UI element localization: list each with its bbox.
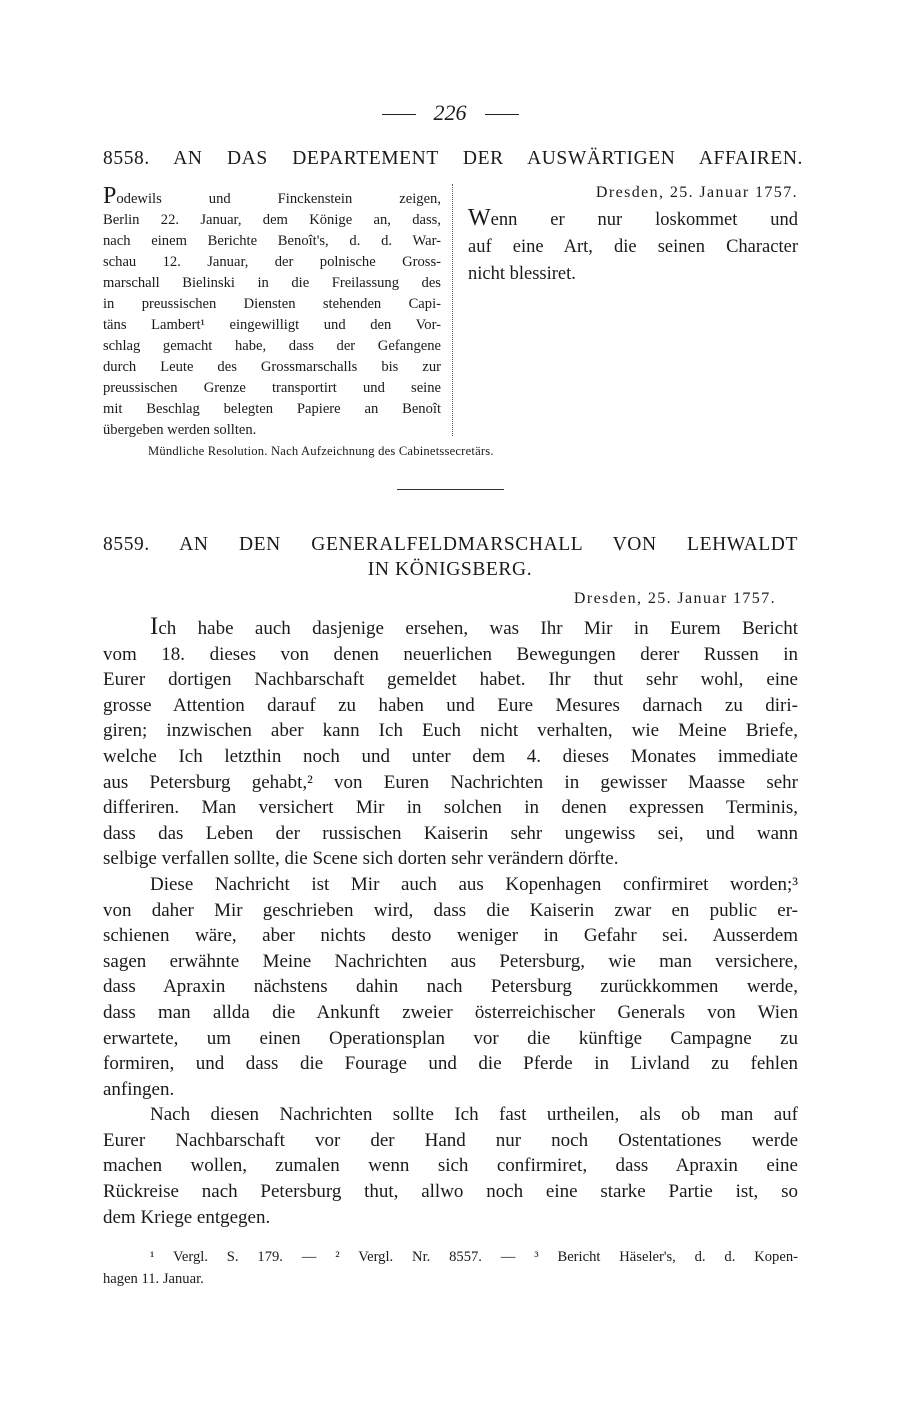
page-number [0, 100, 900, 126]
body-line: sagen erwähnte Meine Nachrichten aus Petersburg, wie man versichere, [103, 950, 798, 972]
body-line: schienen wäre, aber nichts desto weniger in Gefahr sei. Ausserdem [103, 925, 798, 947]
body-line: welche Ich letzthin noch und unter dem 4. dieses Monates immediate [103, 745, 798, 767]
summary-line: übergeben werden sollten. [103, 422, 257, 438]
page-number-dash-left [382, 114, 416, 115]
body-line: differiren. Man versichert Mir in solchen in denen expressen Terminis, [103, 797, 798, 819]
body-line: formiren, und dass die Fourage und die Pferde in Livland zu fehlen [103, 1053, 798, 1075]
body-line: Diese Nachricht ist Mir auch aus Kopenhagen confirmiret worden;³ [150, 873, 798, 895]
body-line: giren; inzwischen aber kann Ich Euch nicht verhalten, wie Meine Briefe, [103, 720, 798, 742]
response-line: Wenn er nur loskommet und [468, 205, 798, 231]
page-number-text: 226 [433, 100, 467, 125]
summary-line: Berlin 22. Januar, dem Könige an, dass, [103, 212, 441, 228]
body-line: selbige verfallen sollte, die Scene sich dorten sehr verändern dörfte. [103, 848, 619, 870]
body-initial: I [150, 613, 159, 640]
summary-line: Podewils und Finckenstein zeigen, [103, 183, 441, 209]
body-line: von daher Mir geschrieben wird, dass die Kaiserin zwar en public er- [103, 899, 798, 921]
entry-8559-heading-line1: 8559. AN DEN GENERALFELDMARSCHALL VON LEHWALDT [103, 534, 798, 555]
resolution-note: Mündliche Resolution. Nach Aufzeichnung des Cabinetssecretärs. [148, 444, 494, 458]
response-line: nicht blessiret. [468, 264, 576, 284]
summary-line: marschall Bielinski in die Freilassung des [103, 275, 441, 291]
body-line: dem Kriege entgegen. [103, 1206, 271, 1228]
body-line: Nach diesen Nachrichten sollte Ich fast urtheilen, als ob man auf [150, 1104, 798, 1126]
summary-line: schlag gemacht habe, dass der Gefangene [103, 338, 441, 354]
summary-line: nach einem Berichte Benoît's, d. d. War- [103, 233, 441, 249]
body-line: Ich habe auch dasjenige ersehen, was Ihr Mir in Eurem Bericht [150, 613, 798, 640]
entry-8559-body [103, 614, 798, 1230]
page-number-dash-right [485, 114, 519, 115]
body-line: Rückreise nach Petersburg thut, allwo noch eine starke Partie ist, so [103, 1181, 798, 1203]
entry-8558-response [468, 184, 798, 288]
body-line: anfingen. [103, 1078, 175, 1100]
entry-8558-summary [103, 184, 441, 441]
body-line: aus Petersburg gehabt,² von Euren Nachrichten in gewisser Maasse sehr [103, 771, 798, 793]
body-line: grosse Attention darauf zu haben und Eure Mesures darnach zu diri- [103, 694, 798, 716]
body-line: dass man allda die Ankunft zweier österreichischer Generals von Wien [103, 1001, 798, 1023]
entry-8559-dateline: Dresden, 25. Januar 1757. [573, 590, 776, 607]
body-line: machen wollen, zumalen wenn sich confirmiret, dass Apraxin eine [103, 1155, 798, 1177]
summary-line: mit Beschlag belegten Papiere an Benoît [103, 401, 441, 417]
column-divider [452, 184, 453, 436]
section-separator-rule [397, 489, 504, 490]
response-initial: W [468, 205, 491, 231]
body-line: Eurer dortigen Nachbarschaft gemeldet habet. Ihr thut sehr wohl, eine [103, 669, 798, 691]
entry-8558-dateline: Dresden, 25. Januar 1757. [595, 184, 798, 201]
body-line: Eurer Nachbarschaft vor der Hand nur noch Ostentationes werde [103, 1129, 798, 1151]
body-line: vom 18. dieses von denen neuerlichen Bewegungen derer Russen in [103, 643, 798, 665]
body-line: dass Apraxin nächstens dahin nach Petersburg zurückkommen werde, [103, 976, 798, 998]
response-text [468, 206, 798, 288]
summary-line: täns Lambert¹ eingewilligt und den Vor- [103, 317, 441, 333]
footnotes [103, 1246, 798, 1290]
response-line: auf eine Art, die seinen Character [468, 237, 798, 257]
body-line: dass das Leben der russischen Kaiserin sehr ungewiss sei, und wann [103, 822, 798, 844]
summary-initial: P [103, 183, 117, 209]
summary-line: in preussischen Diensten stehenden Capi- [103, 296, 441, 312]
entry-8558-heading: 8558. AN DAS DEPARTEMENT DER AUSWÄRTIGEN AFFAIREN. [103, 148, 803, 169]
footnote-line: ¹ Vergl. S. 179. — ² Vergl. Nr. 8557. — ³ Bericht Häseler's, d. d. Kopen- [150, 1249, 798, 1265]
body-line: erwartete, um einen Operationsplan vor die künftige Campagne zu [103, 1027, 798, 1049]
summary-line: durch Leute des Grossmarschalls bis zur [103, 359, 441, 375]
entry-8559-heading-line2: IN KÖNIGSBERG. [367, 559, 533, 580]
summary-line: schau 12. Januar, der polnische Gross- [103, 254, 441, 270]
summary-line: preussischen Grenze transportirt und seine [103, 380, 441, 396]
footnote-line: hagen 11. Januar. [103, 1271, 204, 1287]
